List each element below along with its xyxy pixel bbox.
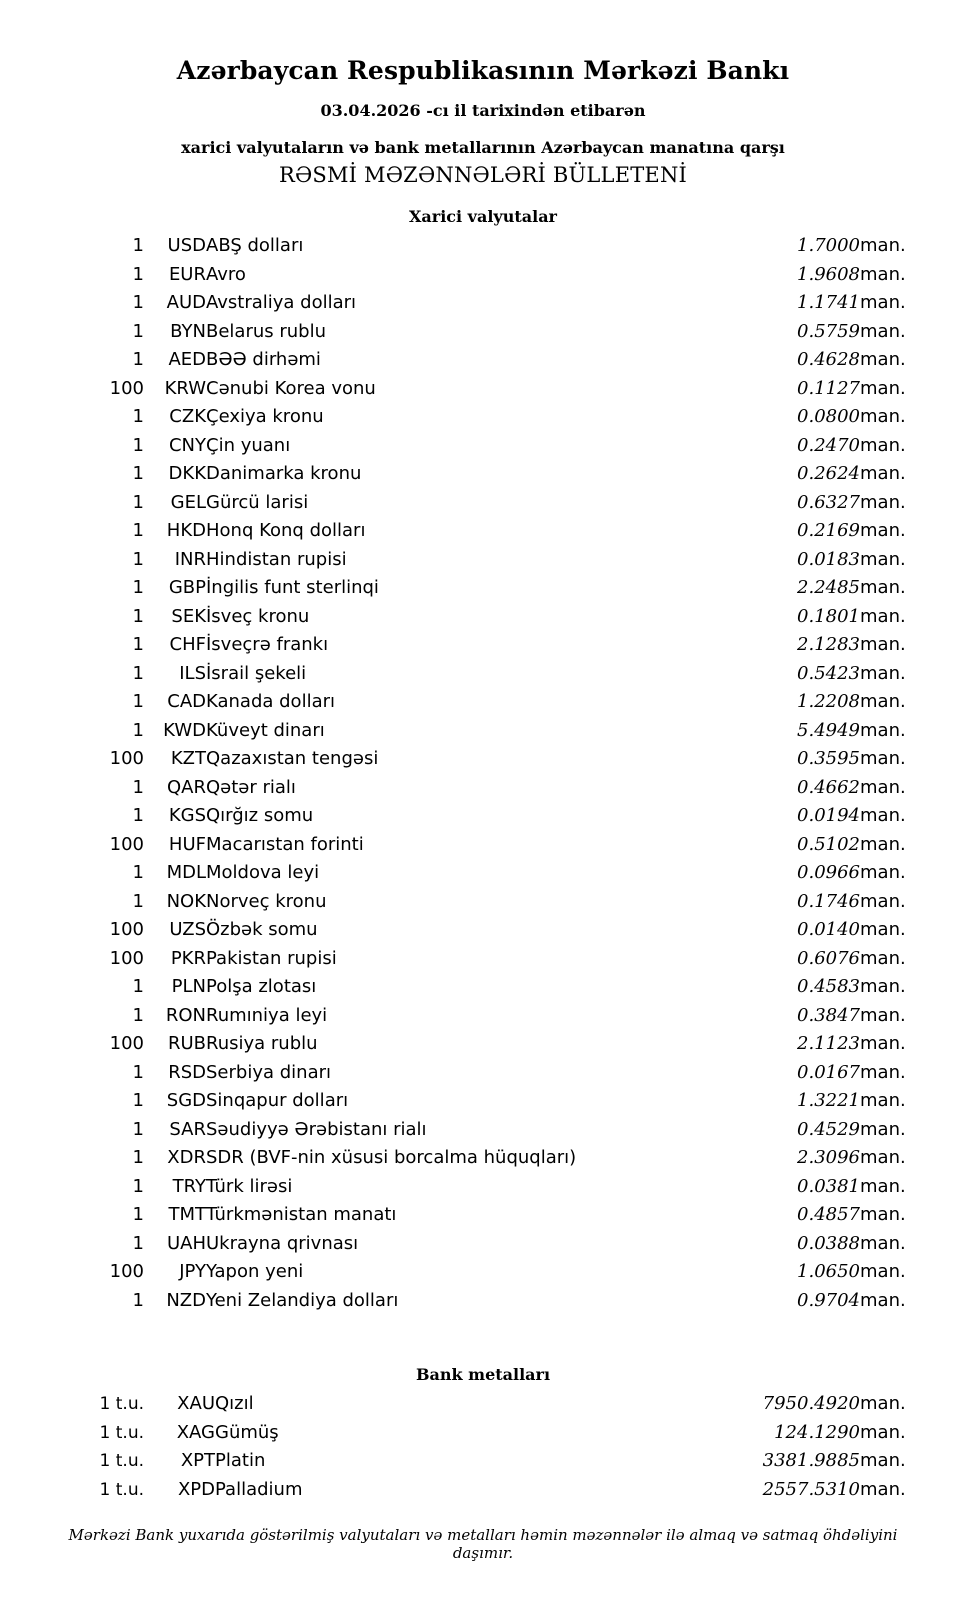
rate-unit: man. (860, 263, 906, 285)
currency-code: XPT (180, 1450, 215, 1471)
currency-name: Çexiya kronu (206, 406, 324, 427)
rate-value: 2.1283 (797, 634, 860, 655)
rate-unit: man. (860, 1175, 906, 1197)
rate-unit: man. (860, 748, 906, 769)
table-row (44, 289, 922, 318)
rate-unit: man. (860, 1004, 906, 1026)
rate-value: 0.1127 (797, 377, 860, 399)
table-row (44, 517, 922, 546)
rate-amount: 1 (132, 691, 144, 712)
subject-line: xarici valyutaların və bank metallarının Azərbaycan manatına qarşı (181, 138, 785, 157)
rate-unit: man. (860, 520, 906, 541)
rate-amount: 1 (132, 605, 144, 627)
currency-code: HKD (166, 520, 206, 541)
rate-value: 0.2470 (797, 434, 860, 456)
currency-code: GEL (170, 491, 206, 513)
currency-code: PKR (170, 947, 206, 969)
rate-amount: 1 (132, 491, 144, 513)
rate-value: 0.2169 (797, 520, 860, 541)
currency-code: RON (165, 1004, 206, 1026)
currency-name: Türk lirəsi (206, 1175, 293, 1197)
currency-name: Platin (215, 1450, 266, 1471)
currency-name: Çin yuanı (206, 434, 291, 456)
rate-amount: 1 (132, 1118, 144, 1140)
rate-amount: 1 (132, 1147, 144, 1168)
currency-code: EUR (168, 263, 206, 285)
rate-unit: man. (860, 691, 906, 712)
rate-value: 2.3096 (797, 1147, 860, 1168)
section-heading-currencies: Xarici valyutalar (409, 207, 557, 226)
rate-value: 0.1746 (797, 890, 860, 912)
currency-name: Moldova leyi (206, 862, 320, 883)
rate-unit: man. (860, 577, 906, 598)
rate-unit: man. (860, 862, 906, 883)
table-row (44, 660, 922, 689)
rate-value: 5.4949 (797, 719, 860, 741)
currency-name: Danimarka kronu (206, 463, 362, 484)
currency-name: BƏƏ dirhəmi (206, 349, 321, 370)
currency-code: JPY (179, 1261, 206, 1282)
rate-value: 0.0800 (797, 406, 860, 427)
rate-unit: man. (860, 548, 906, 570)
currency-name: Ukrayna qrivnası (206, 1232, 359, 1254)
currency-name: Rusiya rublu (206, 1033, 318, 1054)
rate-value: 1.2208 (797, 691, 860, 712)
table-row (44, 1030, 922, 1059)
table-row (44, 1258, 922, 1287)
currency-code: SGD (166, 1090, 206, 1111)
rate-amount: 1 (132, 235, 144, 256)
currency-name: Kanada dolları (206, 691, 336, 712)
table-row (44, 1173, 922, 1202)
rate-value: 0.4662 (797, 776, 860, 798)
table-row (44, 1116, 922, 1145)
rate-value: 124.1290 (774, 1421, 860, 1443)
rate-value: 0.0966 (797, 862, 860, 883)
rate-value: 1.0650 (797, 1261, 860, 1282)
currency-code: CAD (167, 691, 206, 712)
rate-value: 7950.4920 (762, 1393, 860, 1414)
currency-name: Macarıstan forinti (206, 833, 364, 855)
table-row (44, 831, 922, 860)
currency-code: KRW (164, 377, 206, 399)
rate-unit: man. (860, 1061, 906, 1083)
currency-code: KZT (170, 748, 206, 769)
rate-unit: man. (860, 662, 906, 684)
currency-code: KGS (168, 805, 206, 826)
currency-name: Palladium (215, 1478, 303, 1500)
rate-amount: 1 (132, 577, 144, 598)
rate-unit: man. (860, 320, 906, 342)
rate-unit: man. (860, 947, 906, 969)
rate-unit: man. (860, 1393, 906, 1414)
rate-value: 0.4628 (797, 349, 860, 370)
currency-code: KWD (163, 719, 206, 741)
currency-name: Yeni Zelandiya dolları (206, 1289, 399, 1311)
rate-value: 0.0388 (797, 1232, 860, 1254)
rate-value: 2557.5310 (762, 1478, 860, 1500)
rate-amount: 1 (132, 634, 144, 655)
rate-unit: man. (860, 491, 906, 513)
table-row (44, 1144, 922, 1173)
table-row (44, 1419, 922, 1448)
rate-unit: man. (860, 1033, 906, 1054)
currency-name: Qırğız somu (206, 805, 314, 826)
currency-name: İsrail şekeli (206, 662, 307, 684)
currency-code: AUD (166, 292, 206, 313)
currency-code: SAR (169, 1118, 206, 1140)
section-heading-metals: Bank metalları (415, 1365, 551, 1384)
table-row (44, 916, 922, 945)
table-row (44, 631, 922, 660)
rate-value: 0.4529 (797, 1118, 860, 1140)
table-row (44, 1002, 922, 1031)
rate-amount: 100 (109, 947, 144, 969)
currency-name: Belarus rublu (206, 320, 327, 342)
rate-unit: man. (860, 1261, 906, 1282)
currency-name: Pakistan rupisi (206, 947, 337, 969)
table-row (44, 1390, 922, 1419)
rate-unit: man. (860, 292, 906, 313)
rate-amount: 100 (109, 833, 144, 855)
rate-value: 1.9608 (797, 263, 860, 285)
table-row (44, 1059, 922, 1088)
currency-code: TRY (172, 1175, 206, 1197)
currency-code: CNY (168, 434, 206, 456)
rate-value: 0.0183 (797, 548, 860, 570)
metal-rates-table (44, 1390, 922, 1504)
rate-unit: man. (860, 406, 906, 427)
currency-name: Qətər rialı (206, 776, 296, 798)
rate-amount: 100 (109, 1033, 144, 1054)
currency-name: Hindistan rupisi (206, 548, 347, 570)
table-row (44, 859, 922, 888)
rate-amount: 1 (132, 1175, 144, 1197)
metals-spacer (44, 1315, 922, 1345)
currency-name: SDR (BVF-nin xüsusi borcalma hüquqları) (206, 1147, 577, 1168)
rate-amount: 1 (132, 1061, 144, 1083)
rate-amount: 1 t.u. (99, 1422, 144, 1443)
rate-amount: 1 t.u. (99, 1451, 144, 1471)
table-row (44, 973, 922, 1002)
rate-value: 0.6076 (797, 947, 860, 969)
rate-value: 0.6327 (797, 491, 860, 513)
currency-name: Səudiyyə Ərəbistanı rialı (206, 1118, 427, 1140)
footer-disclaimer: Mərkəzi Bank yuxarıda göstərilmiş valyutaları və metalları həmin məzənnələr ilə almaq və satmaq öhdəliyini daşımır. (68, 1526, 898, 1562)
rate-value: 0.0381 (797, 1175, 860, 1197)
table-row (44, 888, 922, 917)
rate-amount: 1 (132, 890, 144, 912)
currency-name: Honq Konq dolları (206, 520, 366, 541)
rate-value: 3381.9885 (762, 1450, 860, 1471)
rate-unit: man. (860, 1232, 906, 1254)
currency-name: ABŞ dolları (206, 235, 304, 256)
rate-value: 0.5102 (797, 833, 860, 855)
rate-unit: man. (860, 833, 906, 855)
rate-value: 0.5759 (797, 320, 860, 342)
table-row (44, 1087, 922, 1116)
currency-code: XPD (177, 1478, 215, 1500)
table-row (44, 1287, 922, 1316)
table-row (44, 802, 922, 831)
table-row (44, 460, 922, 489)
rate-unit: man. (860, 805, 906, 826)
currency-code: PLN (171, 976, 206, 997)
rate-amount: 1 (132, 1004, 144, 1026)
rate-amount: 1 (132, 719, 144, 741)
currency-code: UZS (169, 919, 206, 940)
rate-amount: 1 (132, 349, 144, 370)
currency-code: ILS (179, 662, 206, 684)
table-row (44, 232, 922, 261)
currency-code: AED (168, 349, 206, 370)
table-row (44, 745, 922, 774)
rate-amount: 1 (132, 463, 144, 484)
rate-amount: 1 t.u. (99, 1394, 144, 1414)
rate-amount: 1 (132, 292, 144, 313)
currency-name: Qızıl (215, 1393, 254, 1414)
table-row (44, 346, 922, 375)
rate-unit: man. (860, 1421, 906, 1443)
rate-value: 0.0194 (797, 805, 860, 826)
rate-amount: 1 (132, 263, 144, 285)
currency-rates-table (44, 232, 922, 1315)
currency-name: Qazaxıstan tengəsi (206, 748, 379, 769)
rate-value: 1.3221 (797, 1090, 860, 1111)
rate-unit: man. (860, 1289, 906, 1311)
rate-unit: man. (860, 1118, 906, 1140)
rate-amount: 100 (109, 377, 144, 399)
rate-value: 0.0167 (797, 1061, 860, 1083)
currency-code: RSD (168, 1061, 206, 1083)
currency-name: Avro (206, 263, 246, 285)
currency-code: CHF (169, 634, 206, 655)
currency-code: XAU (177, 1393, 215, 1414)
rate-unit: man. (860, 377, 906, 399)
table-row (44, 688, 922, 717)
rate-amount: 1 (132, 776, 144, 798)
currency-name: Yapon yeni (206, 1261, 304, 1282)
table-row (44, 403, 922, 432)
currency-name: Küveyt dinarı (206, 719, 325, 741)
table-row (44, 574, 922, 603)
effective-date: 03.04.2026 -cı il tarixindən etibarən (320, 101, 646, 120)
currency-code: INR (174, 548, 206, 570)
currency-name: Cənubi Korea vonu (206, 377, 376, 399)
rate-amount: 1 (132, 805, 144, 826)
currency-name: Norveç kronu (206, 890, 327, 912)
currency-code: QAR (167, 776, 206, 798)
rate-value: 0.5423 (797, 662, 860, 684)
table-row (44, 1476, 922, 1505)
currency-name: Özbək somu (206, 919, 318, 940)
rate-value: 0.4583 (797, 976, 860, 997)
rate-amount: 100 (109, 919, 144, 940)
rate-value: 0.2624 (797, 463, 860, 484)
rate-unit: man. (860, 890, 906, 912)
currency-name: Sinqapur dolları (206, 1090, 349, 1111)
currency-code: MDL (166, 862, 206, 883)
rate-amount: 1 (132, 976, 144, 997)
rate-value: 0.1801 (797, 605, 860, 627)
currency-name: Polşa zlotası (206, 976, 317, 997)
rate-value: 1.1741 (797, 292, 860, 313)
currency-name: Avstraliya dolları (206, 292, 357, 313)
table-row (44, 774, 922, 803)
rate-amount: 1 (132, 1204, 144, 1225)
currency-name: Rumıniya leyi (206, 1004, 328, 1026)
rate-unit: man. (860, 634, 906, 655)
rate-unit: man. (860, 1204, 906, 1225)
rate-amount: 100 (109, 1261, 144, 1282)
currency-code: RUB (167, 1033, 206, 1054)
rate-amount: 1 (132, 1090, 144, 1111)
rate-value: 0.3595 (797, 748, 860, 769)
currency-code: NZD (166, 1289, 206, 1311)
rate-amount: 1 t.u. (99, 1479, 144, 1500)
rate-amount: 1 (132, 434, 144, 456)
rate-value: 0.0140 (797, 919, 860, 940)
currency-code: GBP (168, 577, 206, 598)
currency-code: HUF (168, 833, 206, 855)
currency-name: Serbiya dinarı (206, 1061, 331, 1083)
rate-unit: man. (860, 605, 906, 627)
rate-amount: 1 (132, 406, 144, 427)
rate-unit: man. (860, 919, 906, 940)
currency-name: İsveç kronu (206, 605, 310, 627)
rate-unit: man. (860, 463, 906, 484)
currency-code: DKK (168, 463, 206, 484)
rate-unit: man. (860, 1090, 906, 1111)
rate-amount: 1 (132, 1289, 144, 1311)
currency-code: USD (167, 235, 206, 256)
rate-amount: 1 (132, 320, 144, 342)
rate-amount: 1 (132, 520, 144, 541)
rate-amount: 1 (132, 548, 144, 570)
table-row (44, 945, 922, 974)
rate-value: 0.9704 (797, 1289, 860, 1311)
rate-unit: man. (860, 1147, 906, 1168)
rate-unit: man. (860, 434, 906, 456)
table-row (44, 432, 922, 461)
currency-name: Gürcü larisi (206, 491, 309, 513)
rate-value: 1.7000 (797, 235, 860, 256)
rate-value: 0.3847 (797, 1004, 860, 1026)
rate-unit: man. (860, 776, 906, 798)
bulletin-title: RƏSMİ MƏZƏNNƏLƏRİ BÜLLETENİ (278, 163, 688, 187)
currency-name: İngilis funt sterlinqi (206, 577, 379, 598)
currency-code: UAH (166, 1232, 206, 1254)
rate-amount: 1 (132, 1232, 144, 1254)
rate-unit: man. (860, 1478, 906, 1500)
rate-amount: 1 (132, 662, 144, 684)
currency-name: Türkmənistan manatı (206, 1204, 397, 1225)
table-row (44, 1230, 922, 1259)
currency-name: Gümüş (215, 1421, 279, 1443)
currency-code: XDR (167, 1147, 206, 1168)
table-row (44, 375, 922, 404)
table-row (44, 1201, 922, 1230)
table-row (44, 546, 922, 575)
rate-unit: man. (860, 235, 906, 256)
table-row (44, 717, 922, 746)
rate-unit: man. (860, 349, 906, 370)
currency-code: NOK (166, 890, 206, 912)
rate-value: 2.2485 (797, 577, 860, 598)
currency-code: SEK (171, 605, 206, 627)
rate-value: 2.1123 (797, 1033, 860, 1054)
currency-name: İsveçrə frankı (206, 634, 329, 655)
table-row (44, 603, 922, 632)
table-row (44, 489, 922, 518)
currency-code: CZK (169, 406, 206, 427)
currency-code: TMT (168, 1204, 206, 1225)
rate-amount: 100 (109, 748, 144, 769)
currency-code: XAG (176, 1421, 215, 1443)
rate-unit: man. (860, 719, 906, 741)
rate-value: 0.4857 (797, 1204, 860, 1225)
rate-unit: man. (860, 976, 906, 997)
rate-unit: man. (860, 1450, 906, 1471)
table-row (44, 318, 922, 347)
page-title: Azərbaycan Respublikasının Mərkəzi Bankı (176, 56, 790, 85)
currency-code: BYN (170, 320, 206, 342)
table-row (44, 1447, 922, 1476)
rate-amount: 1 (132, 862, 144, 883)
table-row (44, 261, 922, 290)
